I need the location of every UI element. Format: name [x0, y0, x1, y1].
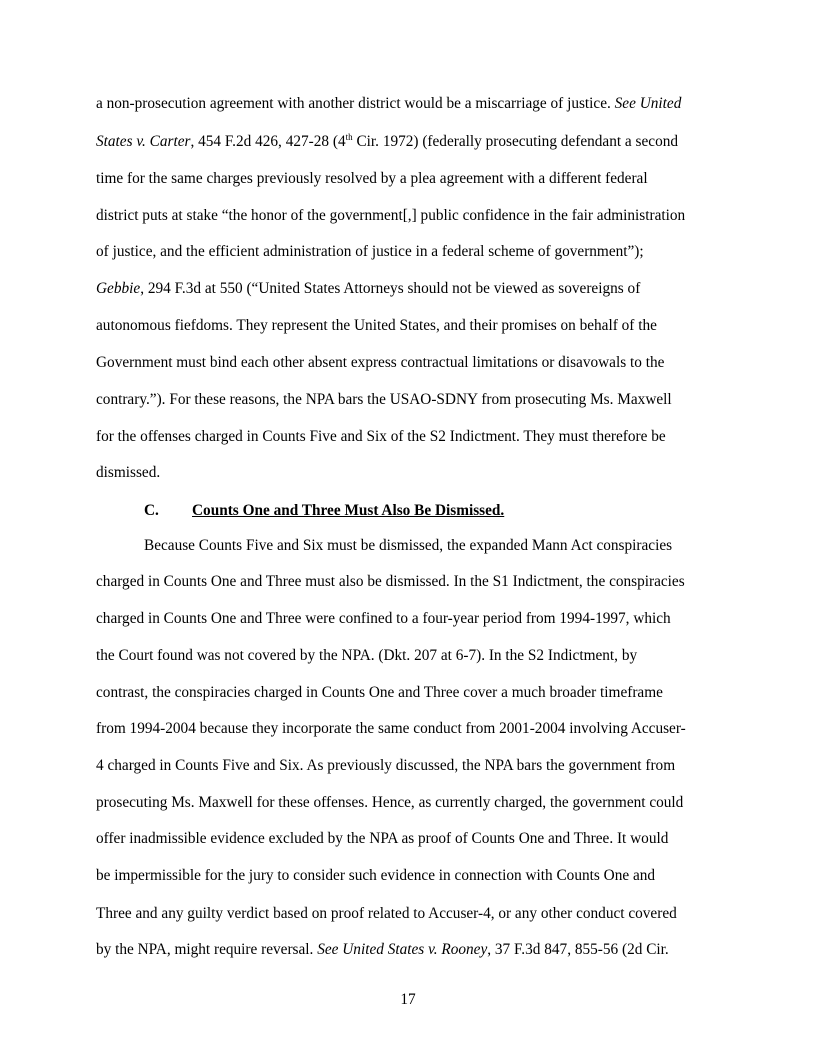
citation-italic: See United: [614, 95, 682, 112]
page-number: 17: [400, 991, 416, 1008]
text-line: [96, 941, 669, 959]
text-line: be impermissible for the jury to consider such evidence in connection with Counts One and: [96, 867, 656, 884]
text-span: , 454 F.2d 426, 427-28 (4: [190, 133, 346, 150]
citation-italic: See United States v. Rooney: [317, 941, 488, 958]
text-line: district puts at stake “the honor of the government[,] public confidence in the fair administration: [96, 207, 686, 224]
text-span: , 294 F.3d at 550 (“United States Attorneys should not be viewed as sovereigns of: [140, 280, 641, 297]
text-span: , 37 F.3d 847, 855-56 (2d Cir.: [487, 941, 669, 958]
text-line: Government must bind each other absent express contractual limitations or disavowals to the: [96, 354, 665, 371]
text-line: charged in Counts One and Three must also be dismissed. In the S1 Indictment, the conspiracies: [96, 573, 685, 590]
text-line: contrary.”). For these reasons, the NPA bars the USAO-SDNY from prosecuting Ms. Maxwell: [96, 391, 672, 408]
text-line: time for the same charges previously resolved by a plea agreement with a different federal: [96, 170, 648, 187]
text-line: of justice, and the efficient administration of justice in a federal scheme of government”);: [96, 243, 644, 260]
text-span: a non-prosecution agreement with another district would be a miscarriage of justice.: [96, 95, 615, 112]
text-span: by the NPA, might require reversal.: [96, 941, 318, 958]
text-line: charged in Counts One and Three were confined to a four-year period from 1994-1997, which: [96, 610, 671, 627]
text-span: Cir. 1972) (federally prosecuting defendant a second: [352, 133, 679, 150]
text-line: Three and any guilty verdict based on proof related to Accuser-4, or any other conduct covered: [96, 905, 677, 922]
text-line: 4 charged in Counts Five and Six. As previously discussed, the NPA bars the government from: [96, 757, 676, 774]
text-line: for the offenses charged in Counts Five and Six of the S2 Indictment. They must therefore be: [96, 428, 666, 445]
section-letter: C.: [144, 502, 159, 519]
text-line: [96, 95, 681, 113]
citation-italic: States v. Carter: [96, 133, 191, 150]
text-line: Because Counts Five and Six must be dismissed, the expanded Mann Act conspiracies: [144, 537, 673, 554]
citation-italic: Gebbie: [96, 280, 141, 297]
text-line: from 1994-2004 because they incorporate the same conduct from 2001-2004 involving Accuser-: [96, 720, 686, 737]
section-title: Counts One and Three Must Also Be Dismissed.: [192, 502, 505, 519]
text-line: offer inadmissible evidence excluded by the NPA as proof of Counts One and Three. It would: [96, 830, 669, 847]
text-line: [96, 280, 640, 298]
superscript: th: [345, 132, 353, 142]
text-line: [96, 133, 678, 151]
text-line: prosecuting Ms. Maxwell for these offenses. Hence, as currently charged, the government could: [96, 794, 684, 811]
text-line: contrast, the conspiracies charged in Counts One and Three cover a much broader timeframe: [96, 684, 663, 701]
text-line: autonomous fiefdoms. They represent the United States, and their promises on behalf of the: [96, 317, 657, 334]
text-line: the Court found was not covered by the NPA. (Dkt. 207 at 6-7). In the S2 Indictment, by: [96, 647, 638, 664]
text-line: dismissed.: [96, 464, 161, 481]
